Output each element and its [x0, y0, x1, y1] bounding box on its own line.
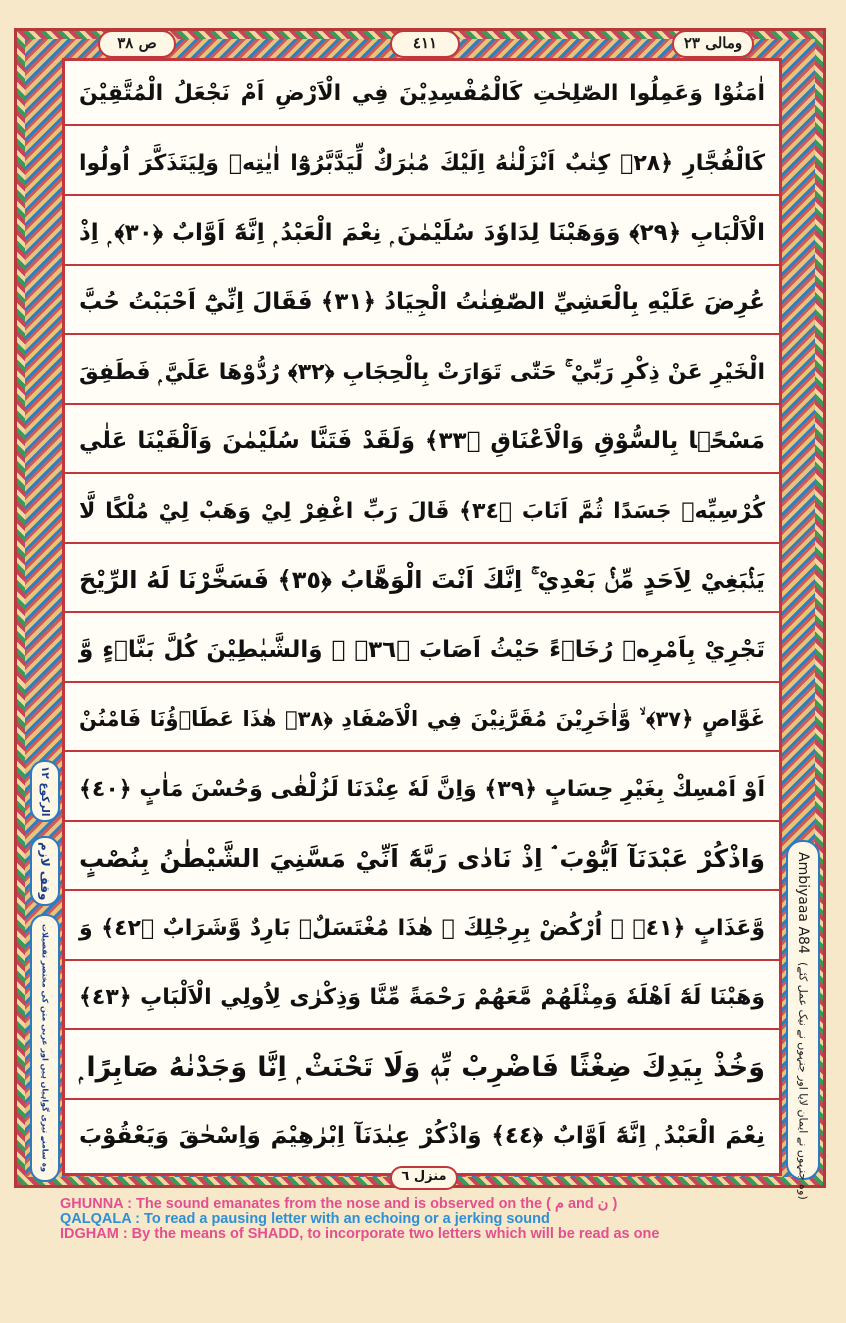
para-label: ومالی ٢٣: [672, 30, 754, 58]
verse-line-6: مَسْحًۢا بِالسُّوْقِ وَالْاَعْنَاقِ ﴿٣٣﴾ وَلَقَدْ فَتَنَّا سُلَيْمٰنَ وَاَلْقَيْنَا عَلٰي: [65, 409, 779, 474]
verse-line-9: تَجْرِيْ بِاَمْرِهٖ رُخَاۗءً حَيْثُ اَصَابَ ﴿٣٦﴾ ۙ وَالشَّيٰطِيْنَ كُلَّ بَنَّاۗءٍ وَّ: [65, 618, 779, 683]
verse-panel: [62, 58, 782, 1176]
surah-tag: Ambiyaaa A84: [795, 852, 811, 954]
verse-line-12: وَاذْكُرْ عَبْدَنَآ اَيُّوْبَ ۘ اِذْ نَادٰى رَبَّهٗٓ اَنِّيْ مَسَّنِيَ الشَّيْطٰنُ بِنُصْبٍ: [65, 826, 779, 891]
verse-line-4: عُرِضَ عَلَيْهِ بِالْعَشِيِّ الصّٰفِنٰتُ الْجِيَادُ ﴿٣١﴾ فَقَالَ اِنِّيْٓ اَحْبَبْتُ حُبَّ: [65, 270, 779, 335]
left-footnote-text: وہ سامنے تیری گواہیاں ہیں اور عربی متن کی مختصر تفصیلات: [40, 923, 50, 1173]
verse-line-16: نِعْمَ الْعَبْدُ ۭ اِنَّهٗٓ اَوَّابٌ ﴿٤٤﴾ وَاذْكُرْ عِبٰدَنَآ اِبْرٰهِيْمَ وَاِسْحٰقَ وَيَعْقُوْبَ: [79, 1123, 765, 1149]
legend-idgham: IDGHAM : By the means of SHADD, to incorporate two letters which will be read as one: [60, 1226, 660, 1242]
legend-qalqala: QALQALA : To read a pausing letter with an echoing or a jerking sound: [60, 1211, 550, 1227]
verse-line-13: وَّعَذَابٍ ﴿٤١﴾ ۭ اُرْكُضْ بِرِجْلِكَ ۚ هٰذَا مُغْتَسَلٌۢ بَارِدٌ وَّشَرَابٌ ﴿٤٢﴾ وَ: [65, 896, 779, 961]
right-margin-label: [786, 840, 820, 1200]
verse-line-10: غَوَّاصٍ ﴿٣٧﴾ ۙ وَّاٰخَرِيْنَ مُقَرَّنِيْنَ فِي الْاَصْفَادِ ﴿٣٨﴾ هٰذَا عَطَاۗؤُنَا فَامْنُنْ: [65, 687, 779, 752]
ruku-marker: [30, 760, 60, 822]
verse-line-3: الْاَلْبَابِ ﴿٢٩﴾ وَوَهَبْنَا لِدَاوٗدَ سُلَيْمٰنَ ۭ نِعْمَ الْعَبْدُ ۭ اِنَّهٗٓ اَوَّابٌ ﴿٣٠﴾ ۭ اِذْ: [65, 201, 779, 266]
left-footnote: [30, 914, 60, 1182]
verse-line-5: الْخَيْرِ عَنْ ذِكْرِ رَبِّيْ ۚ حَتّٰى تَوَارَتْ بِالْحِجَابِ ﴿٣٢﴾ رُدُّوْهَا عَلَيَّ ۭ فَطَفِقَ: [65, 340, 779, 405]
verse-line-15: وَخُذْ بِيَدِكَ ضِغْثًا فَاضْرِبْ بِّهٖ وَلَا تَحْنَثْ ۭ اِنَّا وَجَدْنٰهُ صَابِرًا ۭ: [65, 1035, 779, 1100]
verse-line-11: اَوْ اَمْسِكْ بِغَيْرِ حِسَابٍ ﴿٣٩﴾ وَاِنَّ لَهٗ عِنْدَنَا لَزُلْفٰى وَحُسْنَ مَاٰبٍ ﴿٤٠﴾: [65, 757, 779, 822]
verse-line-7: كُرْسِيِّهٖ جَسَدًا ثُمَّ اَنَابَ ﴿٣٤﴾ قَالَ رَبِّ اغْفِرْ لِيْ وَهَبْ لِيْ مُلْكًا لَّا: [65, 479, 779, 544]
verse-line-14: وَهَبْنَا لَهٗٓ اَهْلَهٗ وَمِثْلَهُمْ مَّعَهُمْ رَحْمَةً مِّنَّا وَذِكْرٰى لِاُولِي الْاَلْبَابِ ﴿٤٣﴾: [65, 965, 779, 1030]
verse-line-8: يَنْۢبَغِيْ لِاَحَدٍ مِّنْۢ بَعْدِيْ ۚ اِنَّكَ اَنْتَ الْوَهَّابُ ﴿٣٥﴾ فَسَخَّرْنَا لَهُ الرِّيْحَ: [65, 548, 779, 613]
page-number: ٤١١: [390, 30, 460, 58]
waqf-note-text: وقف لازم: [38, 841, 52, 901]
right-footnote: (وہ جنہوں نے ایمان لایا اور جنہوں نے نیک عمل کئے): [796, 961, 810, 1200]
verse-line-2: كَالْفُجَّارِ ﴿٢٨﴾ كِتٰبٌ اَنْزَلْنٰهُ اِلَيْكَ مُبٰرَكٌ لِّيَدَّبَّرُوْٓا اٰيٰتِهٖ وَلِيَتَذَكَّرَ اُولُوا: [65, 131, 779, 196]
manzil-label: منزل ٦: [390, 1166, 458, 1190]
legend-ghunna: GHUNNA : The sound emanates from the nose and is observed on the ( م and ن ): [60, 1196, 618, 1212]
verse-line-1: اٰمَنُوْا وَعَمِلُوا الصّٰلِحٰتِ كَالْمُفْسِدِيْنَ فِي الْاَرْضِ اَمْ نَجْعَلُ الْمُتَّقِيْنَ: [65, 61, 779, 126]
surah-label: ص ٣٨: [98, 30, 176, 58]
ruku-marker-text: الرکوع ١٢: [39, 765, 51, 817]
waqf-note: [30, 836, 60, 906]
